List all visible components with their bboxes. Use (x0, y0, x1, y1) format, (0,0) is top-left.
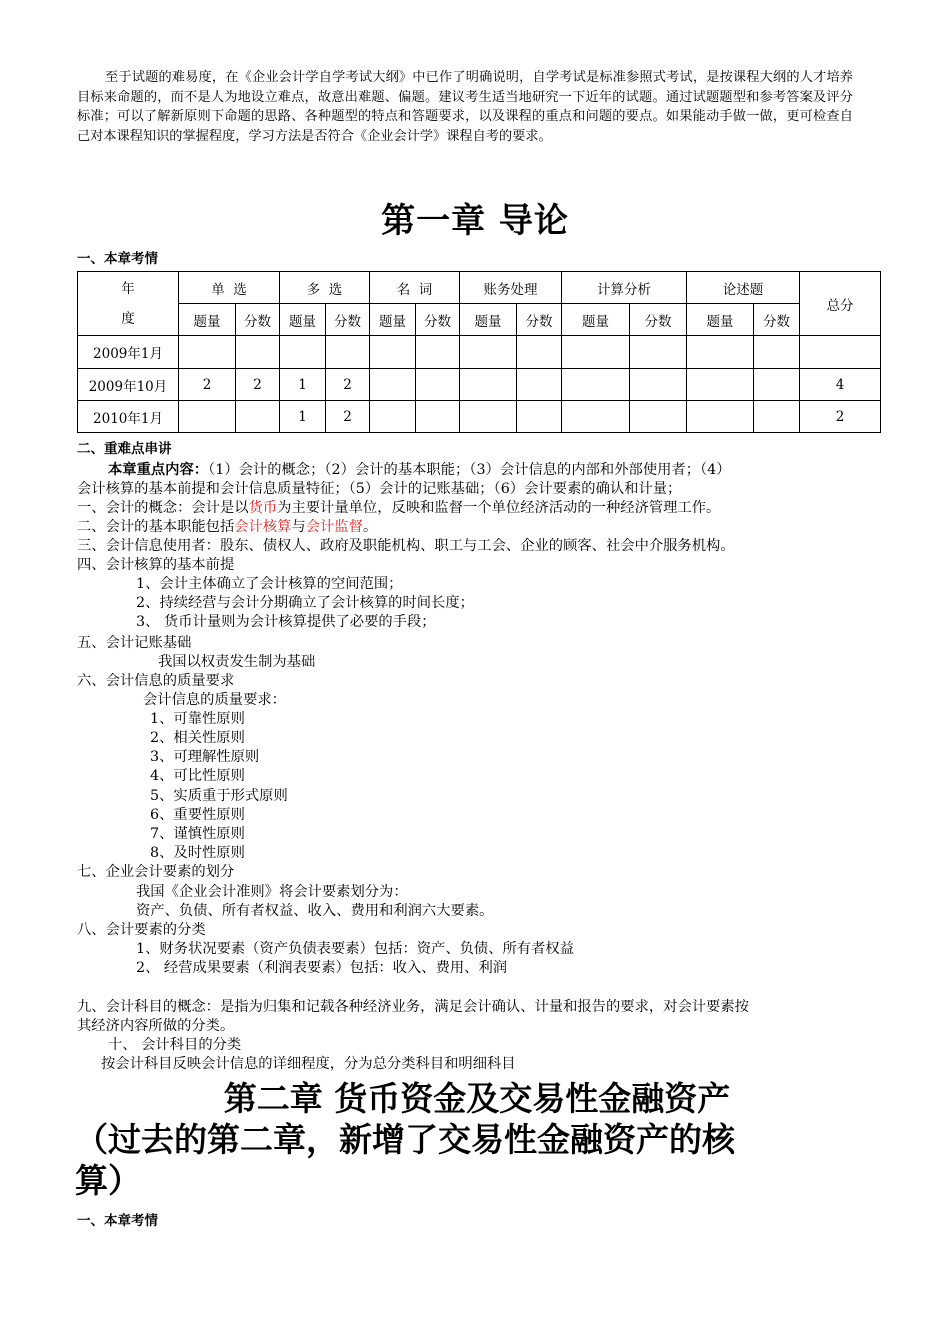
table-cell (630, 336, 687, 369)
section-exam-heading-2: 一、本章考情 (77, 1213, 158, 1229)
functions-text-post: 。 (362, 519, 378, 535)
table-cell: 1 (280, 401, 326, 433)
table-cell (370, 401, 416, 433)
total-cell (800, 336, 881, 369)
table-row (78, 401, 881, 433)
year-cell: 2009年10月 (78, 369, 179, 401)
key-points-line-2: 会计核算的基本前提和会计信息质量特征；（5）会计的记账基础；（6）会计要素的确认和计量； (77, 481, 682, 497)
table-cell: 2 (326, 401, 370, 433)
table-cell (630, 401, 687, 433)
table-cell: 2 (236, 369, 280, 401)
table-cell: 2 (326, 369, 370, 401)
total-cell: 4 (800, 369, 881, 401)
table-cell (754, 401, 800, 433)
section-keypoints-heading: 二、重难点串讲 (77, 441, 172, 457)
table-cell (562, 369, 630, 401)
classification-item: 1、财务状况要素（资产负债表要素）包括：资产、负债、所有者权益 (136, 941, 574, 957)
score-subheader: 分数 (236, 304, 280, 336)
count-subheader: 题量 (280, 304, 326, 336)
functions-highlight-2: 会计监督 (305, 519, 363, 535)
quality-item: 7、谨慎性原则 (150, 826, 245, 842)
type-header: 计算分析 (562, 272, 687, 304)
table-cell (630, 369, 687, 401)
table-cell: 2 (179, 369, 236, 401)
type-header: 账务处理 (460, 272, 562, 304)
quality-item: 5、实质重于形式原则 (150, 788, 288, 804)
year-cell: 2010年1月 (78, 401, 179, 433)
table-cell (517, 336, 562, 369)
table-cell (517, 369, 562, 401)
table-cell (236, 401, 280, 433)
premise-item: 2、持续经营与会计分期确立了会计核算的时间长度； (136, 595, 474, 611)
elements-line-1: 我国《企业会计准则》将会计要素划分为： (136, 884, 408, 900)
key-points-line-1 (108, 461, 731, 480)
quality-item: 4、可比性原则 (150, 768, 245, 784)
table-cell (687, 401, 754, 433)
elements-heading: 七、企业会计要素的划分 (77, 864, 235, 880)
chapter-2-title (77, 1078, 877, 1201)
year-cell: 2009年1月 (78, 336, 179, 369)
premise-item: 1、会计主体确立了会计核算的空间范围； (136, 576, 403, 592)
table-subheader-row (78, 304, 881, 336)
intro-paragraph: 至于试题的难易度，在《企业会计学自学考试大纲》中已作了明确说明，自学考试是标准参照式考试，是按课程大纲的人才培养目标来命题的，而不是人为地设立难点，故意出难题、偏题。建议考生适当地研究一下近年的试题。通过试题题型和参考答案及评分标准；可以了解新原则下命题的思路、各种题型的特点和答题要求，以及课程的重点和问题的要点。如果能动手做一做，更可检查自己对本课程知识的掌握程度，学习方法是否符合《企业会计学》课程自考的要求。 (77, 70, 853, 144)
accounts-line-1: 九、会计科目的概念：是指为归集和记载各种经济业务，满足会计确认、计量和报告的要求，对会计要素按 (77, 999, 749, 1015)
functions-line (77, 518, 377, 537)
table-cell (687, 369, 754, 401)
quality-item: 2、相关性原则 (150, 730, 245, 746)
type-header: 名 词 (370, 272, 460, 304)
table-row (78, 336, 881, 369)
score-subheader: 分数 (630, 304, 687, 336)
exam-stats-table (77, 271, 881, 433)
elements-line-2: 资产、负债、所有者权益、收入、费用和利润六大要素。 (136, 903, 494, 919)
table-cell (416, 369, 460, 401)
table-cell (370, 336, 416, 369)
year-header-cell (78, 272, 179, 336)
premises-heading: 四、会计核算的基本前提 (77, 557, 235, 573)
table-cell (416, 401, 460, 433)
year-label-top: 年 (121, 280, 135, 297)
table-cell (179, 401, 236, 433)
chapter-1-title: 第一章 导论 (381, 201, 569, 241)
account-class-text: 按会计科目反映会计信息的详细程度，分为总分类科目和明细科目 (101, 1056, 516, 1072)
score-subheader: 分数 (517, 304, 562, 336)
table-cell (179, 336, 236, 369)
concept-text-post: 为主要计量单位，反映和监督一个单位经济活动的一种经济管理工作。 (277, 500, 721, 516)
functions-text-pre: 二、会计的基本职能包括 (77, 519, 235, 535)
table-cell (562, 401, 630, 433)
score-subheader: 分数 (416, 304, 460, 336)
quality-item: 3、可理解性原则 (150, 749, 260, 765)
table-cell (754, 369, 800, 401)
table-cell (326, 336, 370, 369)
table-cell (460, 401, 517, 433)
premise-item: 3、 货币计量则为会计核算提供了必要的手段； (136, 614, 436, 630)
quality-item: 6、重要性原则 (150, 807, 245, 823)
table-cell (754, 336, 800, 369)
table-cell (562, 336, 630, 369)
count-subheader: 题量 (687, 304, 754, 336)
key-points-label: 本章重点内容： (108, 462, 209, 478)
chapter-2-title-line-1: 第二章 货币资金及交易性金融资产 (223, 1079, 731, 1118)
table-cell (416, 336, 460, 369)
table-cell: 1 (280, 369, 326, 401)
concept-highlight: 货币 (248, 500, 278, 516)
table-cell (517, 401, 562, 433)
key-points-text-1: （1）会计的概念；（2）会计的基本职能；（3）会计信息的内部和外部使用者；（4） (208, 462, 731, 478)
table-cell (460, 369, 517, 401)
total-header: 总分 (800, 272, 881, 336)
type-header: 多 选 (280, 272, 370, 304)
quality-heading: 六、会计信息的质量要求 (77, 673, 235, 689)
users-line: 三、会计信息使用者：股东、债权人、政府及职能机构、职工与工会、企业的顾客、社会中介服务机构。 (77, 538, 735, 554)
count-subheader: 题量 (179, 304, 236, 336)
quality-intro: 会计信息的质量要求： (143, 692, 286, 708)
basis-heading: 五、会计记账基础 (77, 635, 192, 651)
accounts-line-2: 其经济内容所做的分类。 (77, 1018, 235, 1034)
table-cell (370, 369, 416, 401)
classification-heading: 八、会计要素的分类 (77, 922, 206, 938)
chapter-2-title-line-3: 算） (75, 1161, 141, 1200)
section-exam-heading: 一、本章考情 (77, 251, 158, 267)
concept-line (77, 499, 720, 518)
basis-text: 我国以权责发生制为基础 (158, 654, 316, 670)
type-header: 单 选 (179, 272, 280, 304)
count-subheader: 题量 (562, 304, 630, 336)
chapter-2-title-line-2: （过去的第二章，新增了交易性金融资产的核 (75, 1120, 735, 1159)
classification-item: 2、 经营成果要素（利润表要素）包括：收入、费用、利润 (136, 960, 508, 976)
type-header: 论述题 (687, 272, 800, 304)
functions-text-mid: 与 (291, 519, 306, 535)
year-label-bottom: 度 (121, 310, 135, 327)
table-row (78, 369, 881, 401)
quality-item: 8、及时性原则 (150, 845, 245, 861)
table-cell (460, 336, 517, 369)
concept-text-pre: 一、会计的概念：会计是以 (77, 500, 249, 516)
table-header-row (78, 272, 881, 304)
account-class-heading: 十、 会计科目的分类 (108, 1037, 242, 1053)
count-subheader: 题量 (370, 304, 416, 336)
score-subheader: 分数 (326, 304, 370, 336)
score-subheader: 分数 (754, 304, 800, 336)
table-cell (687, 336, 754, 369)
table-cell (236, 336, 280, 369)
quality-item: 1、可靠性原则 (150, 711, 245, 727)
functions-highlight-1: 会计核算 (234, 519, 292, 535)
total-cell: 2 (800, 401, 881, 433)
table-cell (280, 336, 326, 369)
count-subheader: 题量 (460, 304, 517, 336)
